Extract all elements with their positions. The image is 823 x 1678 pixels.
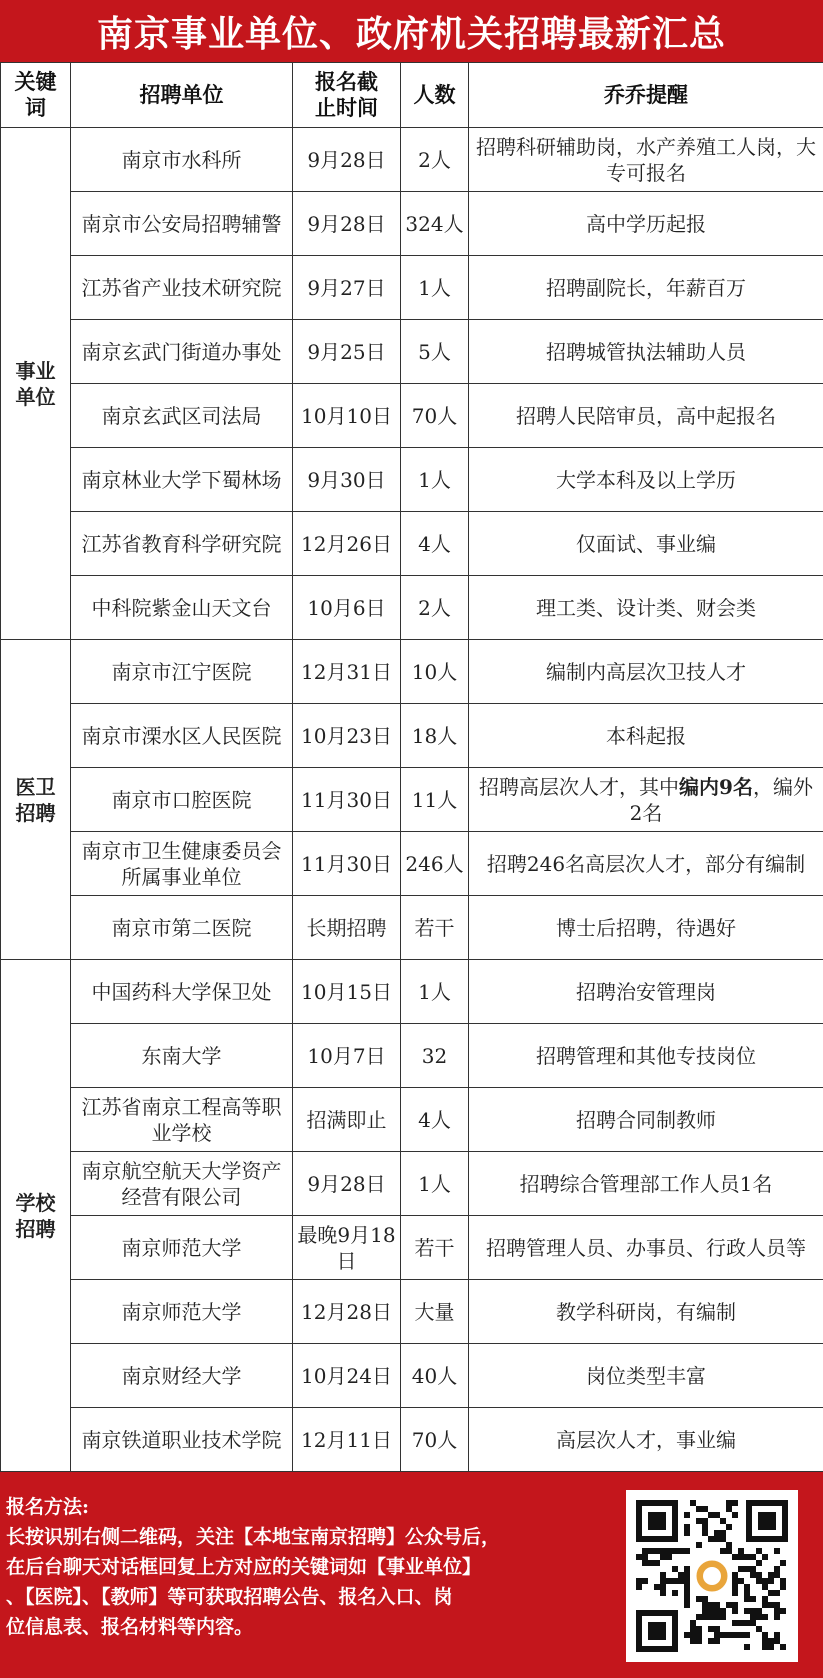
row-count: 2人 — [401, 128, 469, 192]
row-count: 4人 — [401, 1088, 469, 1152]
row-deadline: 最晚9月18日 — [293, 1216, 401, 1280]
row-tip: 招聘科研辅助岗，水产养殖工人岗，大专可报名 — [469, 128, 823, 192]
row-unit: 南京玄武区司法局 — [71, 384, 293, 448]
table-row — [1, 640, 823, 704]
header-keyword: 关键词 — [1, 63, 71, 128]
row-unit: 南京铁道职业技术学院 — [71, 1408, 293, 1472]
row-deadline: 9月27日 — [293, 256, 401, 320]
row-unit: 东南大学 — [71, 1024, 293, 1088]
recruitment-table — [0, 62, 823, 1472]
row-tip: 高中学历起报 — [469, 192, 823, 256]
row-count: 5人 — [401, 320, 469, 384]
row-tip: 大学本科及以上学历 — [469, 448, 823, 512]
row-deadline: 9月28日 — [293, 128, 401, 192]
row-tip: 招聘人民陪审员，高中起报名 — [469, 384, 823, 448]
row-tip: 招聘城管执法辅助人员 — [469, 320, 823, 384]
row-tip: 高层次人才，事业编 — [469, 1408, 823, 1472]
row-deadline: 11月30日 — [293, 768, 401, 832]
signup-line: 位信息表、报名材料等内容。 — [6, 1616, 254, 1638]
table-row — [1, 448, 823, 512]
row-deadline: 10月6日 — [293, 576, 401, 640]
row-unit: 中国药科大学保卫处 — [71, 960, 293, 1024]
row-unit: 南京师范大学 — [71, 1280, 293, 1344]
row-tip: 理工类、设计类、财会类 — [469, 576, 823, 640]
row-count: 1人 — [401, 960, 469, 1024]
row-deadline: 10月15日 — [293, 960, 401, 1024]
table-row — [1, 1280, 823, 1344]
row-unit: 南京玄武门街道办事处 — [71, 320, 293, 384]
signup-line: 长按识别右侧二维码，关注【本地宝南京招聘】公众号后， — [6, 1526, 501, 1548]
row-count: 70人 — [401, 1408, 469, 1472]
row-count: 40人 — [401, 1344, 469, 1408]
row-deadline: 9月28日 — [293, 192, 401, 256]
row-unit: 江苏省教育科学研究院 — [71, 512, 293, 576]
row-deadline: 9月25日 — [293, 320, 401, 384]
header-deadline: 报名截 止时间 — [293, 63, 401, 128]
row-tip: 招聘合同制教师 — [469, 1088, 823, 1152]
row-deadline: 长期招聘 — [293, 896, 401, 960]
row-count: 1人 — [401, 448, 469, 512]
row-unit: 南京师范大学 — [71, 1216, 293, 1280]
row-count: 70人 — [401, 384, 469, 448]
category-yiwei: 医卫 招聘 — [1, 640, 71, 960]
qr-code-icon[interactable] — [626, 1490, 798, 1662]
page-title: 南京事业单位、政府机关招聘最新汇总 — [0, 0, 823, 62]
row-deadline: 12月11日 — [293, 1408, 401, 1472]
row-unit: 南京财经大学 — [71, 1344, 293, 1408]
row-unit: 南京市第二医院 — [71, 896, 293, 960]
row-count: 若干 — [401, 1216, 469, 1280]
table-header-row — [1, 63, 823, 128]
signup-line: 在后台聊天对话框回复上方对应的关键词如【事业单位】 — [6, 1556, 482, 1578]
table-row — [1, 832, 823, 896]
header-tips: 乔乔提醒 — [469, 63, 823, 128]
table-row — [1, 1344, 823, 1408]
table-row — [1, 704, 823, 768]
row-unit: 江苏省产业技术研究院 — [71, 256, 293, 320]
category-xuexiao: 学校 招聘 — [1, 960, 71, 1472]
header-count: 人数 — [401, 63, 469, 128]
row-count: 32 — [401, 1024, 469, 1088]
table-row — [1, 768, 823, 832]
row-tip: 招聘副院长，年薪百万 — [469, 256, 823, 320]
row-tip: 招聘治安管理岗 — [469, 960, 823, 1024]
row-unit: 南京市公安局招聘辅警 — [71, 192, 293, 256]
row-tip: 招聘管理和其他专技岗位 — [469, 1024, 823, 1088]
row-tip: 招聘246名高层次人才，部分有编制 — [469, 832, 823, 896]
header-unit: 招聘单位 — [71, 63, 293, 128]
row-count: 11人 — [401, 768, 469, 832]
row-deadline: 10月7日 — [293, 1024, 401, 1088]
row-unit: 南京市江宁医院 — [71, 640, 293, 704]
table-row — [1, 256, 823, 320]
table-row — [1, 512, 823, 576]
row-tip: 本科起报 — [469, 704, 823, 768]
row-count: 2人 — [401, 576, 469, 640]
table-row — [1, 1088, 823, 1152]
row-tip: 招聘管理人员、办事员、行政人员等 — [469, 1216, 823, 1280]
row-tip: 岗位类型丰富 — [469, 1344, 823, 1408]
row-deadline: 12月26日 — [293, 512, 401, 576]
row-deadline: 12月31日 — [293, 640, 401, 704]
row-tip: 博士后招聘，待遇好 — [469, 896, 823, 960]
row-deadline: 招满即止 — [293, 1088, 401, 1152]
row-unit: 南京航空航天大学资产经营有限公司 — [71, 1152, 293, 1216]
category-shiye: 事业 单位 — [1, 128, 71, 640]
row-deadline: 11月30日 — [293, 832, 401, 896]
row-count: 若干 — [401, 896, 469, 960]
row-count: 1人 — [401, 256, 469, 320]
row-count: 大量 — [401, 1280, 469, 1344]
row-unit: 南京林业大学下蜀林场 — [71, 448, 293, 512]
row-tip: 仅面试、事业编 — [469, 512, 823, 576]
row-deadline: 12月28日 — [293, 1280, 401, 1344]
row-unit: 南京市口腔医院 — [71, 768, 293, 832]
table-row — [1, 1152, 823, 1216]
row-unit: 南京市溧水区人民医院 — [71, 704, 293, 768]
row-unit: 南京市卫生健康委员会所属事业单位 — [71, 832, 293, 896]
row-count: 18人 — [401, 704, 469, 768]
table-row — [1, 384, 823, 448]
row-deadline: 10月23日 — [293, 704, 401, 768]
row-count: 1人 — [401, 1152, 469, 1216]
row-unit: 中科院紫金山天文台 — [71, 576, 293, 640]
table-row — [1, 320, 823, 384]
signup-instructions — [6, 1492, 606, 1642]
row-deadline: 9月28日 — [293, 1152, 401, 1216]
table-row — [1, 960, 823, 1024]
row-count: 324人 — [401, 192, 469, 256]
table-row — [1, 896, 823, 960]
row-count: 10人 — [401, 640, 469, 704]
row-tip: 教学科研岗，有编制 — [469, 1280, 823, 1344]
table-row — [1, 1216, 823, 1280]
table-row — [1, 128, 823, 192]
signup-heading: 报名方法: — [6, 1496, 90, 1518]
row-deadline: 9月30日 — [293, 448, 401, 512]
table-row — [1, 192, 823, 256]
row-tip: 招聘综合管理部工作人员1名 — [469, 1152, 823, 1216]
row-tip: 招聘高层次人才，其中编内9名，编外2名 — [469, 768, 823, 832]
row-unit: 江苏省南京工程高等职业学校 — [71, 1088, 293, 1152]
signup-line: 、【医院】、【教师】等可获取招聘公告、报名入口、岗 — [6, 1586, 453, 1608]
row-deadline: 10月24日 — [293, 1344, 401, 1408]
row-tip: 编制内高层次卫技人才 — [469, 640, 823, 704]
row-count: 4人 — [401, 512, 469, 576]
row-unit: 南京市水科所 — [71, 128, 293, 192]
table-row — [1, 1408, 823, 1472]
table-row — [1, 1024, 823, 1088]
row-count: 246人 — [401, 832, 469, 896]
signup-method-footer — [0, 1472, 823, 1678]
table-row — [1, 576, 823, 640]
row-deadline: 10月10日 — [293, 384, 401, 448]
